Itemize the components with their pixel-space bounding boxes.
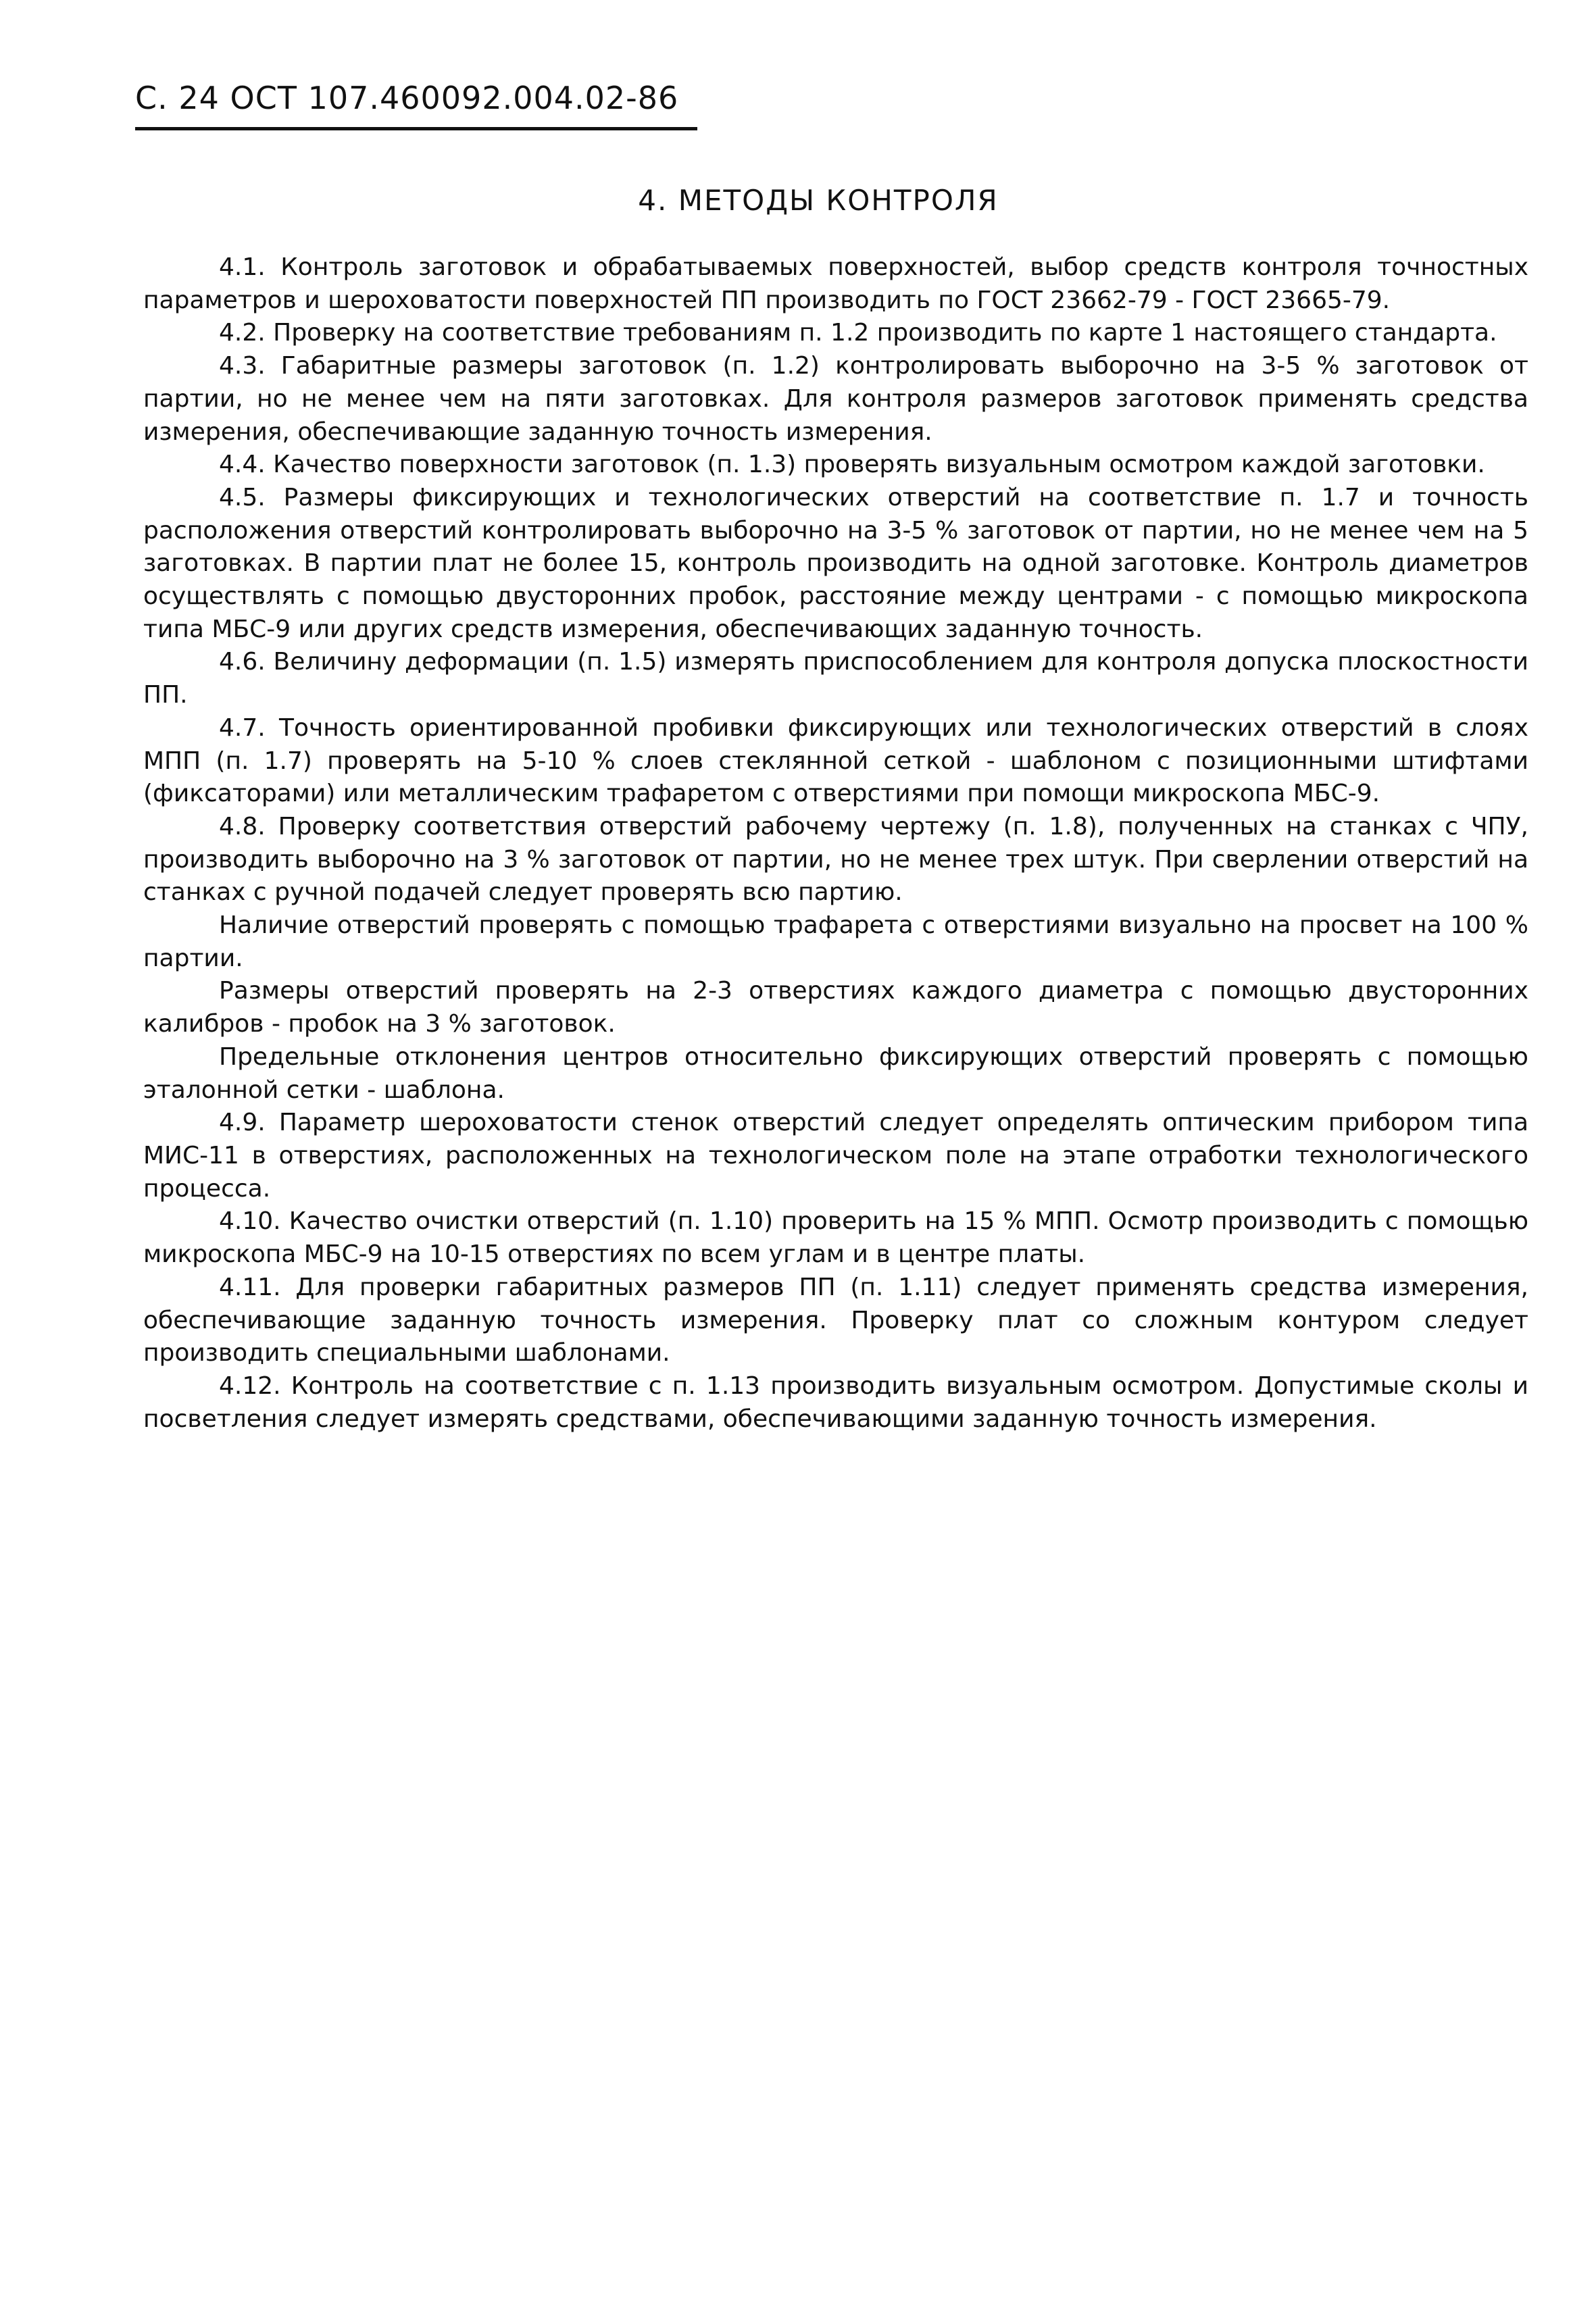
- paragraph-4-3: 4.3. Габаритные размеры заготовок (п. 1.2) контролировать выборочно на 3-5 % заготовок от партии, но не менее чем на пяти заготовках. Для контроля размеров заготовок применять средства измерения, обеспечивающие заданную точность измерения.: [143, 352, 1528, 446]
- page-header: С. 24 ОСТ 107.460092.004.02-86: [135, 80, 679, 116]
- section-title: 4. МЕТОДЫ КОНТРОЛЯ: [638, 184, 999, 217]
- paragraph-4-7: 4.7. Точность ориентированной пробивки фиксирующих или технологических отверстий в слоях МПП (п. 1.7) проверять на 5-10 % слоев стеклянной сеткой - шаблоном с позиционными штифтами (фиксаторами) или металлическим трафаретом с отверстиями при помощи микроскопа МБС-9.: [143, 713, 1528, 808]
- header-underline: [135, 127, 697, 130]
- paragraph-4-4: 4.4. Качество поверхности заготовок (п. 1.3) проверять визуальным осмотром каждой заготовки.: [219, 451, 1485, 479]
- paragraph-4-9: 4.9. Параметр шероховатости стенок отверстий следует определять оптическим прибором типа МИС-11 в отверстиях, расположенных на технологическом поле на этапе отработки технологического процесса.: [143, 1109, 1528, 1203]
- paragraph-4-5: 4.5. Размеры фиксирующих и технологических отверстий на соответствие п. 1.7 и точность расположения отверстий контролировать выборочно на 3-5 % заготовок от партии, но не менее чем на 5 заготовках. В партии плат не более 15, контроль производить на одной заготовке. Контроль диаметров осуществлять с помощью двусторонних пробок, расстояние между центрами - с помощью микроскопа типа МБС-9 или других средств измерения, обеспечивающих заданную точность.: [143, 483, 1528, 643]
- paragraph-4-8-holes-presence: Наличие отверстий проверять с помощью трафарета с отверстиями визуально на просвет на 100 % партии.: [143, 911, 1528, 972]
- paragraph-4-2: 4.2. Проверку на соответствие требованиям п. 1.2 производить по карте 1 настоящего стандарта.: [219, 319, 1497, 347]
- paragraph-4-11: 4.11. Для проверки габаритных размеров ПП (п. 1.11) следует применять средства измерения, обеспечивающие заданную точность измерения. Проверку плат со сложным контуром следует производить специальными шаблонами.: [143, 1273, 1528, 1367]
- paragraph-4-8-holes-size: Размеры отверстий проверять на 2-3 отверстиях каждого диаметра с помощью двусторонних калибров - пробок на 3 % заготовок.: [143, 977, 1528, 1038]
- paragraph-4-10: 4.10. Качество очистки отверстий (п. 1.10) проверить на 15 % МПП. Осмотр производить с помощью микроскопа МБС-9 на 10-15 отверстиях по всем углам и в центре платы.: [143, 1207, 1528, 1269]
- paragraph-4-8: 4.8. Проверку соответствия отверстий рабочему чертежу (п. 1.8), полученных на станках с ЧПУ, производить выборочно на 3 % заготовок от партии, но не менее трех штук. При сверлении отверстий на станках с ручной подачей следует проверять всю партию.: [143, 812, 1528, 907]
- paragraph-4-1: 4.1. Контроль заготовок и обрабатываемых поверхностей, выбор средств контроля точностных параметров и шероховатости поверхностей ПП производить по ГОСТ 23662-79 - ГОСТ 23665-79.: [143, 253, 1528, 314]
- paragraph-4-6: 4.6. Величину деформации (п. 1.5) измерять приспособлением для контроля допуска плоскостности ПП.: [143, 648, 1528, 709]
- section-body: [143, 251, 1528, 1436]
- paragraph-4-8-center-deviation: Предельные отклонения центров относительно фиксирующих отверстий проверять с помощью эталонной сетки - шаблона.: [143, 1042, 1528, 1104]
- paragraph-4-12: 4.12. Контроль на соответствие с п. 1.13 производить визуальным осмотром. Допустимые сколы и посветления следует измерять средствами, обеспечивающими заданную точность измерения.: [143, 1372, 1528, 1433]
